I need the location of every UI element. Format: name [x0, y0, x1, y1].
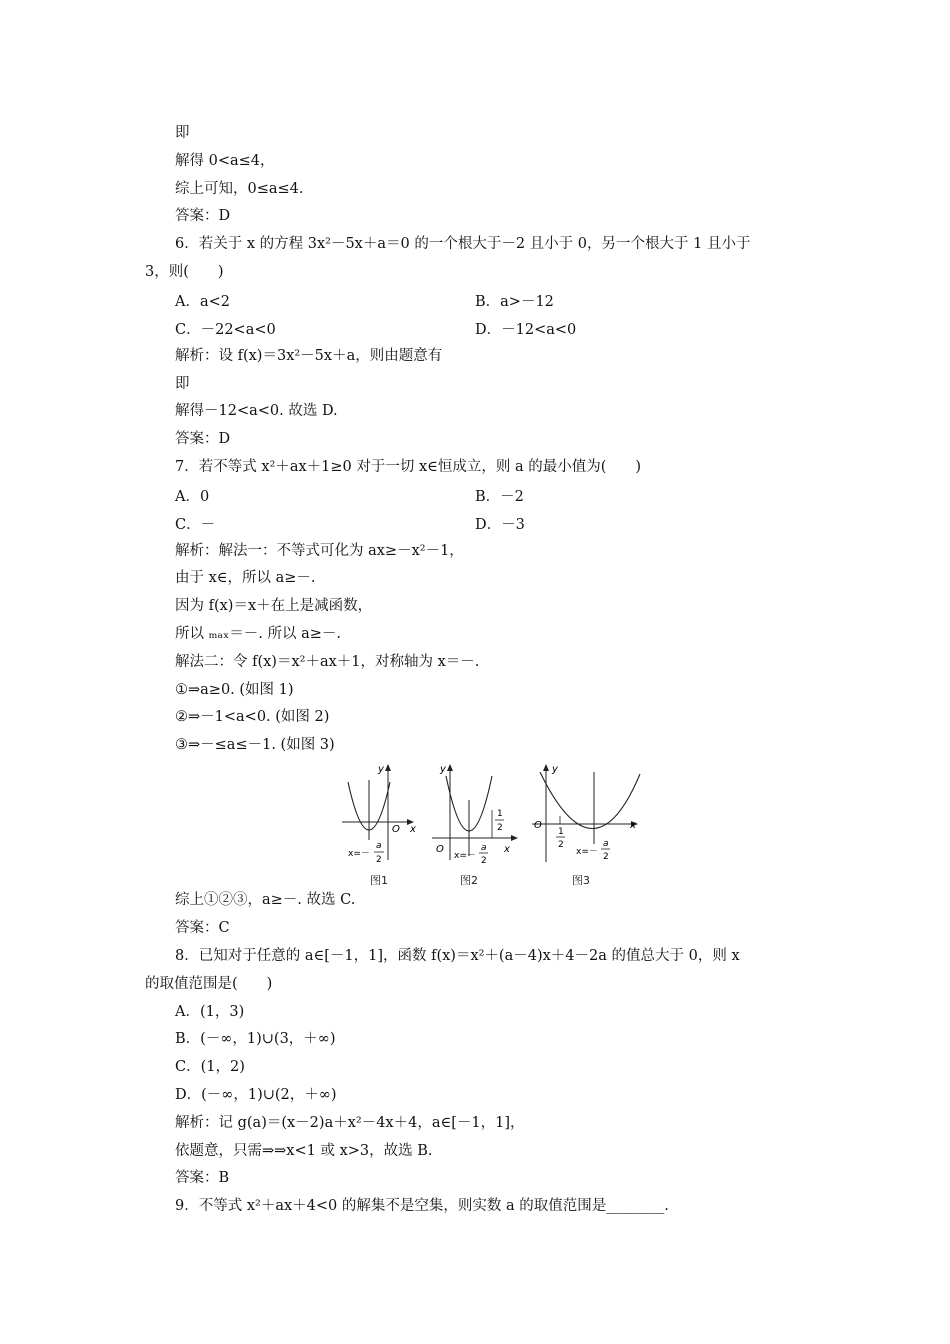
q6-option-d: D．－12<a<0	[475, 322, 577, 338]
half-num: 1	[558, 827, 564, 837]
figure-2	[430, 760, 525, 890]
text-line: 所以 ₘₐₓ＝－. 所以 a≥－.	[175, 626, 341, 642]
q8-option-a: A．(1，3)	[175, 1004, 245, 1020]
figure-1-caption: 图1	[370, 874, 388, 887]
q7-option-c: C．－	[175, 517, 216, 533]
question-8-stem-cont: 的取值范围是( )	[145, 976, 273, 992]
frac-num: a	[376, 841, 382, 851]
origin-label: O	[534, 820, 542, 831]
question-6-stem-cont: 3，则( )	[145, 264, 224, 280]
text-line: ①⇒a≥0. (如图 1)	[175, 682, 294, 698]
text-line: 答案：C	[175, 920, 230, 936]
half-den: 2	[558, 840, 564, 850]
x-label: x	[504, 844, 510, 855]
text-line: 解析：记 g(a)＝(x－2)a＋x²－4x＋4，a∈[－1，1]，	[175, 1115, 525, 1131]
text-line: 答案：D	[175, 431, 231, 447]
q7-options-row-2	[175, 513, 875, 533]
text-line: 即	[175, 376, 190, 392]
text-line: 解得 0<a≤4，	[175, 153, 275, 169]
question-7-stem: 7．若不等式 x²＋ax＋1≥0 对于一切 x∈恒成立，则 a 的最小值为( )	[175, 459, 642, 475]
q7-option-a: A．0	[175, 489, 210, 505]
q7-option-b: B．－2	[475, 489, 524, 505]
text-line: 解法二：令 f(x)＝x²＋ax＋1，对称轴为 x＝－.	[175, 654, 480, 670]
figure-3-graph	[530, 760, 645, 870]
question-8-stem: 8．已知对于任意的 a∈[－1，1]，函数 f(x)＝x²＋(a－4)x＋4－2a 的值总大于 0，则 x	[175, 948, 740, 964]
text-line: ②⇒－1<a<0. (如图 2)	[175, 709, 330, 725]
figure-3	[530, 760, 645, 890]
question-9-stem: 9．不等式 x²＋ax＋4<0 的解集不是空集，则实数 a 的取值范围是________.	[175, 1198, 669, 1214]
axis-label: x=－	[576, 847, 598, 857]
text-line: 答案：D	[175, 208, 231, 224]
axis-label: x=－	[348, 849, 370, 859]
text-line: 即	[175, 125, 190, 141]
figure-2-caption: 图2	[460, 874, 478, 887]
figure-1	[340, 760, 420, 890]
y-label: y	[552, 764, 558, 775]
text-line: 因为 f(x)＝x＋在上是减函数，	[175, 598, 373, 614]
half-den: 2	[497, 823, 503, 833]
q6-options-row-2	[175, 318, 875, 338]
text-line: 综上可知，0≤a≤4.	[175, 181, 304, 197]
origin-label: O	[392, 824, 400, 835]
q7-options-row-1	[175, 485, 875, 505]
q8-option-b: B．(－∞，1)∪(3，＋∞)	[175, 1031, 336, 1047]
figure-2-graph	[430, 760, 525, 870]
frac-num: a	[603, 839, 609, 849]
x-label: x	[630, 820, 636, 831]
figure-1-graph	[340, 760, 420, 870]
q7-option-d: D．－3	[475, 517, 525, 533]
x-label: x	[410, 824, 416, 835]
y-axis-arrow	[543, 764, 549, 771]
q6-option-c: C．－22<a<0	[175, 322, 276, 338]
y-label: y	[440, 764, 446, 775]
frac-num: a	[481, 843, 487, 853]
text-line: 解得－12<a<0. 故选 D.	[175, 403, 338, 419]
q8-option-c: C．(1，2)	[175, 1059, 245, 1075]
y-axis-arrow	[447, 764, 453, 771]
text-line: 综上①②③，a≥－. 故选 C.	[175, 892, 356, 908]
y-label: y	[378, 764, 384, 775]
frac-den: 2	[603, 852, 609, 862]
x-axis-arrow	[511, 835, 518, 841]
q6-option-a: A．a<2	[175, 294, 230, 310]
q6-option-b: B．a>－12	[475, 294, 554, 310]
text-line: 解析：设 f(x)＝3x²－5x＋a，则由题意有	[175, 348, 443, 364]
parabola	[540, 772, 640, 829]
text-line: 答案：B	[175, 1170, 230, 1186]
q8-option-d: D．(－∞，1)∪(2，＋∞)	[175, 1087, 337, 1103]
q6-options-row-1	[175, 290, 875, 310]
origin-label: O	[436, 844, 444, 855]
text-line: 解析：解法一：不等式可化为 ax≥－x²－1，	[175, 543, 464, 559]
frac-den: 2	[481, 856, 487, 866]
figure-3-caption: 图3	[572, 874, 590, 887]
text-line: ③⇒－≤a≤－1. (如图 3)	[175, 737, 335, 753]
text-line: 依题意，只需⇒⇒x<1 或 x>3，故选 B.	[175, 1143, 433, 1159]
axis-label: x=－	[454, 851, 476, 861]
question-6-stem: 6．若关于 x 的方程 3x²－5x＋a＝0 的一个根大于－2 且小于 0，另一个根大于 1 且小于	[175, 236, 751, 252]
y-axis-arrow	[385, 764, 391, 771]
frac-den: 2	[376, 855, 382, 865]
text-line: 由于 x∈，所以 a≥－.	[175, 570, 316, 586]
half-num: 1	[497, 809, 503, 819]
